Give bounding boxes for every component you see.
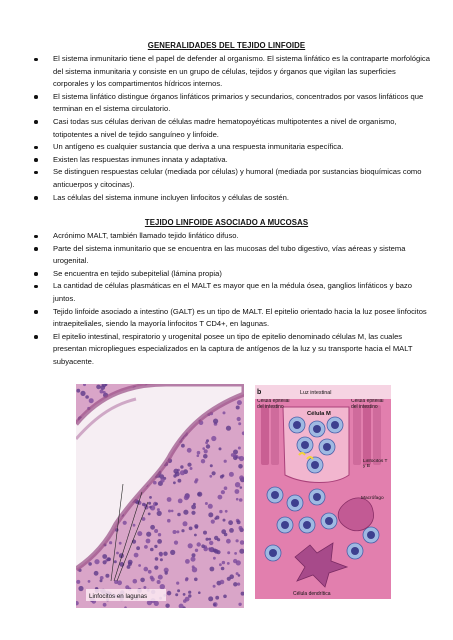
- nucleus-dot: [181, 529, 184, 532]
- nucleus-dot: [224, 486, 228, 490]
- label-epithelial-right: Célula epitelial del intestino: [351, 399, 384, 410]
- nucleus-dot: [194, 524, 198, 528]
- nucleus-dot: [201, 459, 205, 463]
- nucleus-dot: [103, 603, 107, 607]
- label-linfocitos: Linfocitos T y B: [363, 459, 388, 470]
- nucleus-dot: [173, 481, 176, 484]
- nucleus-dot: [154, 566, 158, 570]
- nucleus-dot: [205, 441, 208, 444]
- lymphocyte-nucleus: [269, 549, 277, 557]
- label-celula-m: Célula M: [307, 411, 331, 417]
- list-item: Se distinguen respuestas celular (mediada por células) y humoral (mediada por sustancias bioquímicas como anticuerpos y citocinas).: [32, 166, 430, 191]
- nucleus-dot: [142, 503, 146, 507]
- lymphocyte-nucleus: [313, 493, 321, 501]
- nucleus-dot: [208, 596, 213, 601]
- list-item: La cantidad de células plasmáticas en el MALT es mayor que en la médula ósea, ganglios linfáticos y bazo juntos.: [32, 280, 430, 305]
- nucleus-dot: [238, 422, 241, 425]
- nucleus-dot: [237, 520, 241, 524]
- nucleus-dot: [220, 580, 225, 585]
- nucleus-dot: [123, 521, 127, 525]
- nucleus-dot: [180, 465, 183, 468]
- nucleus-dot: [174, 541, 178, 545]
- nucleus-dot: [188, 591, 191, 594]
- nucleus-dot: [173, 530, 177, 534]
- nucleus-dot: [203, 531, 207, 535]
- nucleus-dot: [155, 502, 158, 505]
- nucleus-dot: [136, 546, 140, 550]
- nucleus-dot: [221, 567, 225, 571]
- nucleus-dot: [80, 391, 85, 396]
- nucleus-dot: [227, 562, 230, 565]
- nucleus-dot: [150, 548, 154, 552]
- lymphocyte-nucleus: [281, 521, 289, 529]
- nucleus-dot: [213, 557, 216, 560]
- nucleus-dot: [197, 492, 202, 497]
- nucleus-dot: [177, 513, 181, 517]
- nucleus-dot: [189, 527, 193, 531]
- nucleus-dot: [211, 520, 215, 524]
- lymphocyte-nucleus: [323, 443, 331, 451]
- nucleus-dot: [109, 541, 112, 544]
- nucleus-dot: [226, 426, 231, 431]
- nucleus-dot: [221, 529, 226, 534]
- list-item: Acrónimo MALT, también llamado tejido linfático difuso.: [32, 230, 430, 243]
- nucleus-dot: [173, 469, 178, 474]
- nucleus-dot: [107, 557, 111, 561]
- nucleus-dot: [194, 534, 197, 537]
- nucleus-dot: [235, 482, 240, 487]
- nucleus-dot: [233, 582, 237, 586]
- nucleus-dot: [149, 496, 152, 499]
- lymphocyte-nucleus: [301, 441, 309, 449]
- nucleus-dot: [144, 545, 148, 549]
- nucleus-dot: [187, 463, 191, 467]
- nucleus-dot: [192, 565, 195, 568]
- nucleus-dot: [185, 578, 188, 581]
- nucleus-dot: [222, 561, 225, 564]
- nucleus-dot: [202, 447, 205, 450]
- nucleus-dot: [157, 511, 162, 516]
- lymphocyte-nucleus: [351, 547, 359, 555]
- label-epithelial-left: Célula epitelial del intestino: [257, 399, 290, 410]
- nucleus-dot: [167, 519, 171, 523]
- nucleus-dot: [176, 582, 179, 585]
- lymphocyte-nucleus: [313, 425, 321, 433]
- list-item: Parte del sistema inmunitario que se encuentra en las mucosas del tubo digestivo, vías aéreas y sistema urogenital.: [32, 243, 430, 268]
- nucleus-dot: [223, 595, 227, 599]
- nucleus-dot: [205, 502, 208, 505]
- nucleus-dot: [237, 400, 242, 405]
- nucleus-dot: [213, 603, 216, 606]
- nucleus-dot: [100, 390, 104, 394]
- nucleus-dot: [178, 499, 183, 504]
- label-macrofago: Macrófago: [361, 496, 384, 501]
- nucleus-dot: [197, 542, 201, 546]
- nucleus-dot: [76, 389, 80, 393]
- lymphocyte-nucleus: [367, 531, 375, 539]
- lymphocyte-nucleus: [271, 491, 279, 499]
- nucleus-dot: [167, 497, 172, 502]
- nucleus-dot: [100, 385, 105, 390]
- nucleus-dot: [88, 580, 91, 583]
- nucleus-dot: [208, 512, 213, 517]
- nucleus-dot: [239, 498, 243, 502]
- list-item: El sistema linfático distingue órganos linfáticos primarios y secundarios, concentrados por vasos linfáticos que terminan en el sistema circulatorio.: [32, 91, 430, 116]
- nucleus-dot: [102, 554, 107, 559]
- nucleus-dot: [197, 454, 200, 457]
- nucleus-dot: [150, 576, 154, 580]
- nucleus-dot: [194, 578, 198, 582]
- list-item: El epitelio intestinal, respiratorio y urogenital posee un tipo de epitelio denominado células M, las cuales presentan micropliegues especializados en la captura de antígenos de la luz y su transporte hacia el MALT subyacente.: [32, 331, 430, 369]
- nucleus-dot: [89, 398, 94, 403]
- nucleus-dot: [76, 580, 80, 584]
- nucleus-dot: [88, 562, 92, 566]
- nucleus-dot: [214, 549, 219, 554]
- nucleus-dot: [168, 510, 171, 513]
- nucleus-dot: [144, 567, 149, 572]
- nucleus-dot: [227, 551, 230, 554]
- nucleus-dot: [163, 552, 167, 556]
- nucleus-dot: [134, 553, 139, 558]
- nucleus-dot: [223, 519, 226, 522]
- nucleus-dot: [239, 475, 244, 480]
- nucleus-dot: [128, 560, 133, 565]
- nucleus-dot: [155, 557, 159, 561]
- nucleus-dot: [149, 506, 152, 509]
- nucleus-dot: [215, 596, 219, 600]
- list-item: Un antígeno es cualquier sustancia que deriva a una respuesta inmunitaria específica.: [32, 141, 430, 154]
- nucleus-dot: [240, 486, 243, 489]
- nucleus-dot: [185, 559, 190, 564]
- list-item: Las células del sistema inmune incluyen linfocitos y células de sostén.: [32, 192, 430, 205]
- list-item: Casi todas sus células derivan de células madre hematopoyéticas multipotentes a nivel de organismo, totipotentes a nivel de tejido sanguíneo y linfoide.: [32, 116, 430, 141]
- label-celula-dendritica: Célula dendrítica: [293, 591, 331, 597]
- nucleus-dot: [165, 571, 168, 574]
- nucleus-dot: [157, 508, 160, 511]
- nucleus-dot: [175, 593, 178, 596]
- nucleus-dot: [94, 571, 99, 576]
- nucleus-dot: [219, 447, 222, 450]
- list-item: El sistema inmunitario tiene el papel de defender al organismo. El sistema linfático es la contraparte morfológica del sistema inmunitaria y consiste en un grupo de células, tejidos y órganos que vigilan las superficies corporales y los compartimentos hídricos internos.: [32, 53, 430, 91]
- nucleus-dot: [133, 524, 136, 527]
- nucleus-dot: [114, 560, 117, 563]
- caption-linfocitos-en-lagunas: Linfocitos en lagunas: [89, 593, 148, 600]
- nucleus-dot: [85, 395, 89, 399]
- nucleus-dot: [236, 498, 239, 501]
- lymphocyte-nucleus: [331, 421, 339, 429]
- nucleus-dot: [183, 521, 188, 526]
- nucleus-dot: [140, 578, 145, 583]
- nucleus-dot: [236, 539, 239, 542]
- nucleus-dot: [228, 520, 233, 525]
- lymphocyte-nucleus: [291, 499, 299, 507]
- nucleus-dot: [217, 538, 220, 541]
- nucleus-dot: [190, 467, 193, 470]
- nucleus-dot: [238, 447, 241, 450]
- nucleus-dot: [158, 575, 163, 580]
- nucleus-dot: [211, 436, 216, 441]
- nucleus-dot: [204, 449, 208, 453]
- nucleus-dot: [191, 557, 196, 562]
- nucleus-dot: [148, 502, 151, 505]
- nucleus-dot: [209, 541, 213, 545]
- nucleus-dot: [185, 597, 190, 602]
- nucleus-dot: [154, 529, 158, 533]
- nucleus-dot: [183, 510, 188, 515]
- nucleus-dot: [160, 584, 165, 589]
- nucleus-dot: [227, 577, 231, 581]
- nucleus-dot: [157, 539, 162, 544]
- nucleus-dot: [188, 594, 191, 597]
- nucleus-dot: [100, 579, 103, 582]
- nucleus-dot: [221, 474, 224, 477]
- nucleus-dot: [94, 559, 99, 564]
- lymphocyte-nucleus: [293, 421, 301, 429]
- lymphocyte-nucleus: [303, 521, 311, 529]
- nucleus-dot: [133, 579, 138, 584]
- nucleus-dot: [191, 511, 195, 515]
- nucleus-dot: [238, 464, 243, 469]
- nucleus-dot: [218, 495, 223, 500]
- nucleus-dot: [219, 510, 222, 513]
- nucleus-dot: [192, 553, 196, 557]
- nucleus-dot: [210, 464, 213, 467]
- nucleus-dot: [197, 451, 201, 455]
- nucleus-dot: [201, 544, 205, 548]
- nucleus-dot: [231, 453, 235, 457]
- nucleus-dot: [176, 530, 179, 533]
- nucleus-dot: [238, 456, 241, 459]
- nucleus-dot: [157, 580, 161, 584]
- nucleus-dot: [198, 591, 201, 594]
- nucleus-dot: [183, 593, 186, 596]
- nucleus-dot: [234, 552, 237, 555]
- nucleus-dot: [236, 572, 239, 575]
- nucleus-dot: [100, 576, 104, 580]
- bullet-list-malt: [32, 230, 430, 369]
- nucleus-dot: [181, 444, 185, 448]
- nucleus-dot: [180, 470, 185, 475]
- nucleus-dot: [188, 543, 193, 548]
- nucleus-dot: [235, 489, 240, 494]
- nucleus-dot: [215, 516, 219, 520]
- nucleus-dot: [146, 532, 151, 537]
- nucleus-dot: [223, 411, 226, 414]
- nucleus-dot: [171, 510, 174, 513]
- nucleus-dot: [224, 460, 227, 463]
- nucleus-dot: [195, 478, 198, 481]
- nucleus-dot: [233, 559, 237, 563]
- nucleus-dot: [154, 545, 157, 548]
- nucleus-dot: [219, 563, 222, 566]
- nucleus-dot: [203, 454, 208, 459]
- nucleus-dot: [185, 495, 189, 499]
- nucleus-dot: [138, 564, 141, 567]
- nucleus-dot: [187, 448, 192, 453]
- list-item: Existen las respuestas inmunes innata y adaptativa.: [32, 154, 430, 167]
- lymphocyte-nucleus: [311, 461, 319, 469]
- nucleus-dot: [159, 474, 164, 479]
- nucleus-dot: [177, 589, 180, 592]
- histology-micrograph: [76, 384, 244, 608]
- label-luz-intestinal: Luz intestinal: [300, 390, 332, 396]
- nucleus-dot: [159, 553, 162, 556]
- nucleus-dot: [160, 558, 163, 561]
- nucleus-dot: [158, 533, 161, 536]
- nucleus-dot: [213, 419, 218, 424]
- nucleus-dot: [165, 604, 169, 608]
- nucleus-dot: [229, 472, 234, 477]
- nucleus-dot: [170, 550, 175, 555]
- nucleus-dot: [226, 539, 231, 544]
- nucleus-dot: [221, 490, 225, 494]
- nucleus-dot: [117, 580, 122, 585]
- nucleus-dot: [178, 479, 182, 483]
- nucleus-dot: [154, 601, 159, 606]
- nucleus-dot: [146, 539, 151, 544]
- section-title-generalidades: GENERALIDADES DEL TEJIDO LINFOIDE: [147, 41, 306, 50]
- nucleus-dot: [148, 570, 152, 574]
- nucleus-dot: [191, 505, 196, 510]
- nucleus-dot: [210, 567, 215, 572]
- nucleus-dot: [143, 586, 146, 589]
- m-cell-diagram: [255, 385, 391, 599]
- nucleus-dot: [150, 525, 155, 530]
- list-item: Se encuentra en tejido subepitelial (lámina propia): [32, 268, 430, 281]
- panel-letter: b: [257, 389, 262, 396]
- nucleus-dot: [239, 526, 243, 530]
- nucleus-dot: [229, 528, 234, 533]
- nucleus-dot: [237, 417, 241, 421]
- nucleus-dot: [212, 471, 216, 475]
- section-title-malt: TEJIDO LINFOIDE ASOCIADO A MUCOSAS: [144, 218, 309, 227]
- nucleus-dot: [167, 591, 172, 596]
- nucleus-dot: [78, 586, 83, 591]
- nucleus-dot: [105, 574, 109, 578]
- nucleus-dot: [160, 478, 164, 482]
- nucleus-dot: [236, 406, 240, 410]
- nucleus-dot: [213, 585, 216, 588]
- nucleus-dot: [225, 510, 228, 513]
- bullet-list-generalidades: [32, 53, 430, 204]
- nucleus-dot: [208, 538, 211, 541]
- nucleus-dot: [208, 504, 213, 509]
- nucleus-dot: [206, 444, 210, 448]
- nucleus-dot: [238, 603, 241, 606]
- nucleus-dot: [148, 513, 151, 516]
- nucleus-dot: [116, 552, 119, 555]
- nucleus-dot: [119, 542, 122, 545]
- nucleus-dot: [209, 475, 212, 478]
- nucleus-dot: [206, 538, 209, 541]
- nucleus-dot: [137, 531, 142, 536]
- nucleus-dot: [195, 549, 198, 552]
- list-item: Tejido linfoide asociado a intestino (GALT) es un tipo de MALT. El epitelio orientado hacia la luz posee linfocitos intraepiteliales, siendo la mayoría linfocitos T CD4+, en lagunas.: [32, 306, 430, 331]
- nucleus-dot: [209, 548, 213, 552]
- nucleus-dot: [96, 385, 101, 390]
- lymphocyte-nucleus: [325, 517, 333, 525]
